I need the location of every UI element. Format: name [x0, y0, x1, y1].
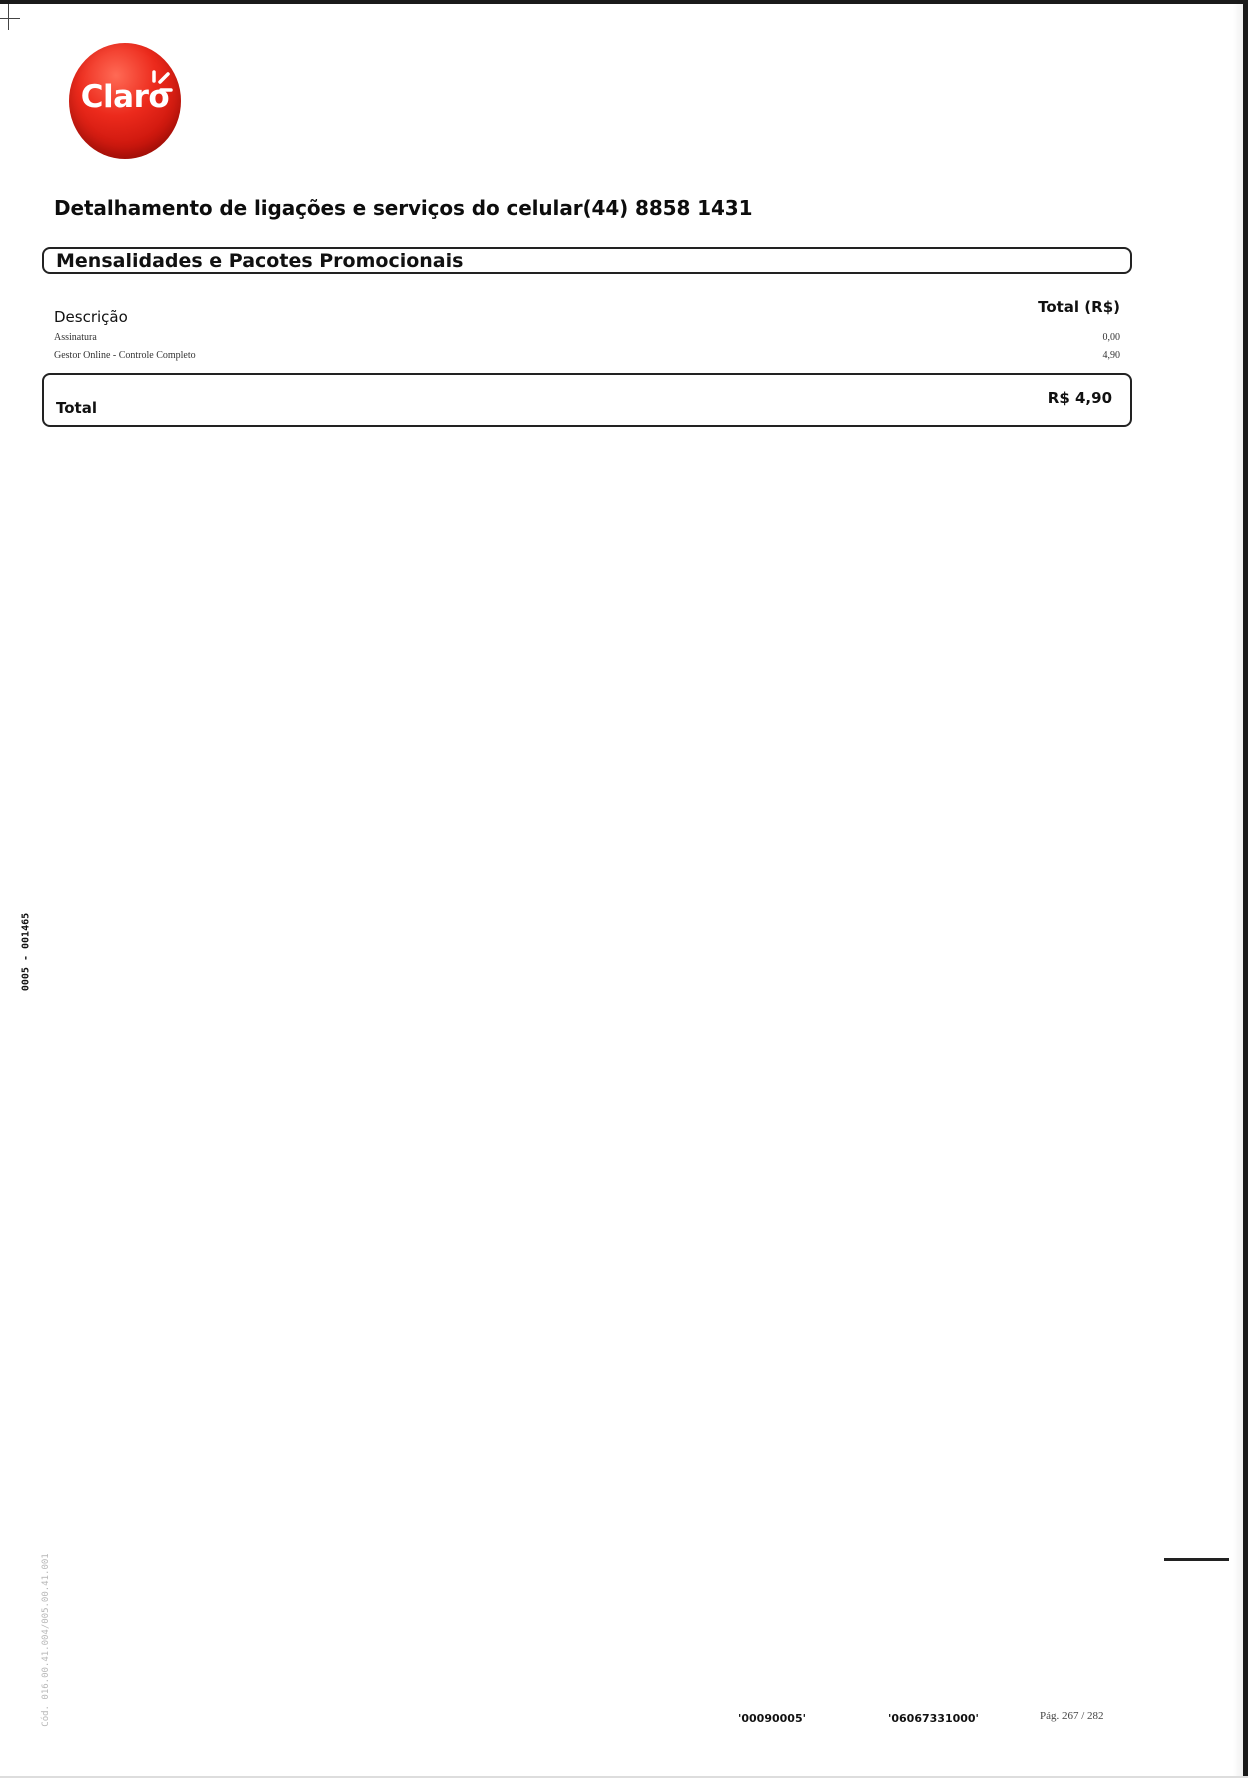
item-value: 0,00 — [1102, 332, 1120, 343]
column-header-total: Total (R$) — [1038, 298, 1120, 316]
total-label: Total — [56, 399, 97, 417]
scan-edge-shadow — [1233, 0, 1243, 1778]
column-header-description: Descrição — [54, 308, 128, 326]
section-label: Mensalidades e Pacotes Promocionais — [56, 250, 464, 272]
margin-tick-mark — [1164, 1558, 1229, 1561]
crop-mark-vertical — [8, 4, 9, 30]
list-item — [54, 332, 1120, 346]
page-number: Pág. 267 / 282 — [1040, 1710, 1104, 1722]
total-value: R$ 4,90 — [1047, 389, 1112, 407]
list-item — [54, 350, 1120, 364]
section-header-box — [42, 247, 1132, 274]
logo-signal-icon — [147, 69, 177, 99]
logo-text: Claro — [80, 79, 170, 115]
total-box — [42, 373, 1132, 427]
side-faint-code: Cód. 016.00.41.004/005.00.41.001 — [41, 1553, 51, 1727]
item-description: Gestor Online - Controle Completo — [54, 350, 196, 361]
side-document-code: 0005 - 001465 — [20, 912, 32, 992]
item-description: Assinatura — [54, 332, 97, 343]
footer-code-2: '06067331000' — [888, 1712, 979, 1725]
claro-logo — [69, 43, 181, 159]
item-value: 4,90 — [1102, 350, 1120, 361]
page-title: Detalhamento de ligações e serviços do celular(44) 8858 1431 — [54, 196, 753, 220]
footer-code-1: '00090005' — [738, 1712, 806, 1725]
crop-mark-horizontal — [0, 18, 20, 19]
